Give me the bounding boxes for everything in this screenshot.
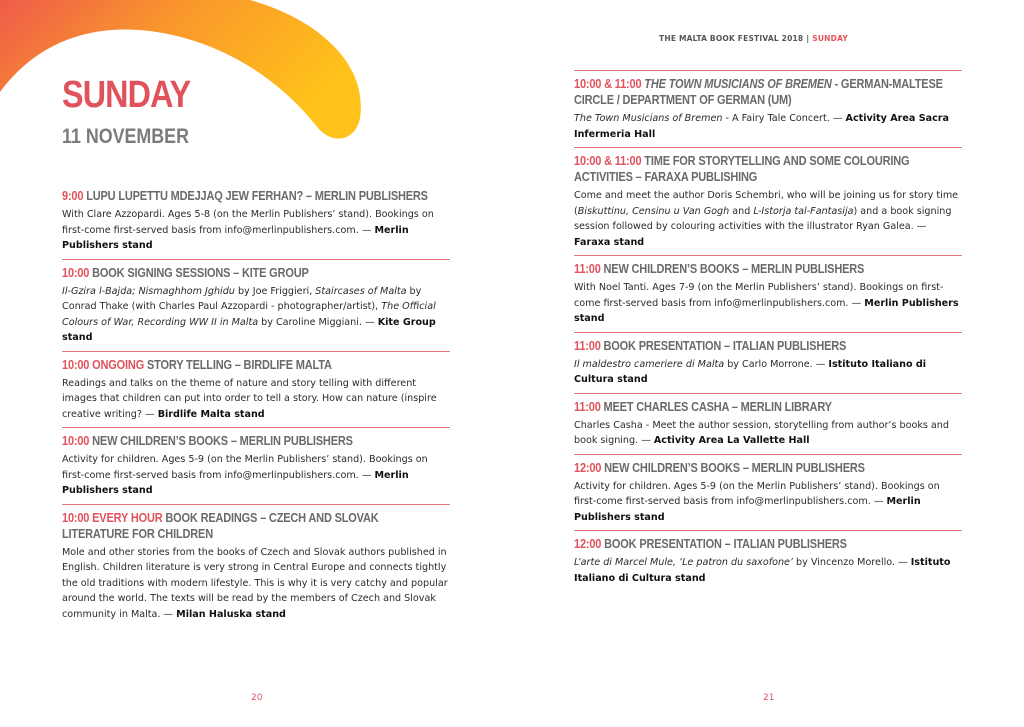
event-heading: [574, 338, 960, 354]
event-time: 11:00: [574, 399, 601, 414]
event-text: Activity for children. Ages 5-9 (on the Merlin Publishers’ stand). Bookings on first-come first-served basis from info@merlinpublishers.com. —: [574, 480, 940, 507]
event-item: [62, 259, 450, 351]
event-item: [574, 147, 962, 255]
event-title: - GERMAN-MALTESE CIRCLE / DEPARTMENT OF GERMAN (UM): [574, 77, 943, 107]
event-heading: [62, 188, 448, 204]
event-text: - A Fairy Tale Concert. —: [722, 113, 846, 124]
right-page: [512, 0, 1024, 727]
event-title: NEW CHILDREN’S BOOKS – MERLIN PUBLISHERS: [601, 460, 865, 475]
event-title: TIME FOR STORYTELLING AND SOME COLOURING ACTIVITIES – FARAXA PUBLISHING: [574, 154, 910, 184]
event-title: BOOK READINGS – CZECH AND SLOVAK LITERATURE FOR CHILDREN: [62, 510, 379, 541]
event-title: LUPU LUPETTU MDEJJAQ JEW FERHAN? – MERLIN PUBLISHERS: [83, 189, 428, 203]
event-time: 10:00 ONGOING: [62, 357, 145, 372]
event-item: [574, 70, 962, 147]
event-item: [574, 255, 962, 332]
event-title: BOOK PRESENTATION – ITALIAN PUBLISHERS: [600, 338, 847, 353]
book-title: L’arte di Marcel Mule, ‘Le patron du saxofone’: [574, 557, 793, 568]
event-heading: [574, 536, 960, 552]
event-time: 10:00 & 11:00: [574, 154, 642, 168]
event-item: [62, 184, 450, 259]
event-text: by Vincenzo Morello. —: [792, 557, 911, 568]
event-title: NEW CHILDREN’S BOOKS – MERLIN PUBLISHERS: [89, 434, 353, 448]
page-number: 20: [251, 693, 263, 703]
event-location: Milan Haluska stand: [176, 608, 286, 620]
book-title: Il maldestro cameriere di Malta: [574, 358, 725, 370]
event-text: Readings and talks on the theme of nature and story telling with different images that children can put into order to tell a story. How can nature (inspire creative writing? —: [62, 377, 437, 420]
event-location: Kite Group stand: [62, 316, 436, 343]
event-text: ) and a book signing session followed by colouring activities with the illustrator Ryan Galea. —: [574, 205, 952, 232]
event-location: Merlin Publishers stand: [574, 297, 959, 324]
book-title: Biskuttinu, Censinu u Van Gogh: [577, 205, 730, 217]
event-location: Activity Area Sacra Infermeria Hall: [574, 113, 949, 140]
event-description: [574, 111, 962, 142]
event-description: [62, 284, 450, 346]
event-heading: [574, 460, 960, 476]
event-location: Istituto Italiano di Cultura stand: [574, 557, 951, 584]
event-text: by Carlo Morrone. —: [724, 358, 829, 370]
event-time: 10:00: [62, 434, 90, 448]
event-item: [574, 530, 962, 591]
event-item: [574, 454, 962, 531]
event-time: 10:00 & 11:00: [574, 77, 642, 91]
event-time: 12:00: [574, 537, 602, 551]
event-title: NEW CHILDREN’S BOOKS – MERLIN PUBLISHERS: [600, 262, 865, 276]
event-description: [574, 188, 962, 250]
event-text: Charles Casha - Meet the author session, storytelling from author’s books and book signing. —: [574, 419, 949, 446]
event-heading: [574, 76, 960, 108]
event-location: Birdlife Malta stand: [157, 408, 265, 420]
event-title: BOOK SIGNING SESSIONS – KITE GROUP: [89, 265, 309, 280]
event-item: [574, 332, 962, 393]
event-text: With Clare Azzopardi. Ages 5-8 (on the Merlin Publishers’ stand). Bookings on first-come first-served basis from info@merlinpublishers.com. —: [62, 209, 434, 236]
event-description: [574, 280, 962, 327]
event-location: Istituto Italiano di Cultura stand: [574, 358, 927, 385]
event-item: [62, 504, 450, 628]
book-title: The Town Musicians of Bremen: [574, 113, 723, 124]
event-text: Activity for children. Ages 5-9 (on the Merlin Publishers’ stand). Bookings on first-come first-served basis from info@merlinpublishers.com. —: [62, 454, 428, 481]
event-location: Merlin Publishers stand: [62, 469, 409, 496]
event-item: [62, 427, 450, 504]
event-description: [574, 555, 962, 586]
event-location: Activity Area La Vallette Hall: [653, 435, 810, 446]
event-time: 11:00: [574, 262, 601, 276]
event-text: by Conrad Thake (with Charles Paul Azzopardi - photographer/artist),: [62, 285, 422, 312]
right-event-list: [574, 70, 962, 591]
event-location: Merlin Publishers stand: [62, 224, 409, 251]
event-text: by Joe Friggieri,: [234, 285, 316, 297]
event-time: 10:00 EVERY HOUR: [62, 510, 163, 525]
event-description: [574, 418, 962, 449]
book-title: L-Istorja tal-Fantasija: [753, 205, 854, 217]
event-heading: [62, 433, 448, 449]
header-day: SUNDAY: [812, 34, 848, 43]
event-location: Merlin Publishers stand: [574, 496, 921, 523]
book-title: Il-Gzira l-Bajda; Nismaghhom Jghidu: [62, 285, 235, 297]
day-title: SUNDAY: [62, 74, 191, 116]
event-description: [62, 545, 450, 623]
event-title: MEET CHARLES CASHA – MERLIN LIBRARY: [600, 399, 832, 414]
event-description: [574, 479, 962, 526]
event-heading: [62, 510, 448, 542]
event-heading: [574, 399, 960, 415]
event-text: and: [729, 205, 754, 217]
running-header: [659, 34, 848, 43]
festival-name: THE MALTA BOOK FESTIVAL 2018: [659, 34, 804, 43]
book-title: Staircases of Malta: [315, 285, 407, 297]
event-time: 12:00: [574, 460, 602, 475]
event-title-italic: THE TOWN MUSICIANS OF BREMEN: [641, 77, 832, 91]
event-text: Mole and other stories from the books of Czech and Slovak authors published in English. Children literature is very strong in Central Europe and connects tightly the old traditions with modern lifestyle. This is why it is very catchy and popular around the world. The texts will be read by the members of Czech and Slovak community in Malta. —: [62, 546, 448, 620]
event-text: With Noel Tanti. Ages 7-9 (on the Merlin Publishers’ stand). Bookings on first-come first-served basis from info@merlinpublishers.com. —: [574, 282, 944, 309]
date-subtitle: 11 NOVEMBER: [62, 125, 189, 148]
event-heading: [574, 153, 960, 185]
event-text: Come and meet the author Doris Schembri, who will be joining us for story time (: [574, 190, 959, 217]
event-description: [62, 452, 450, 499]
event-heading: [62, 357, 448, 373]
event-description: [62, 376, 450, 423]
event-time: 9:00: [62, 189, 84, 203]
event-item: [574, 393, 962, 454]
book-title: The Official Colours of War, Recording WW II in Malta: [62, 301, 436, 328]
page-number: 21: [763, 693, 775, 703]
event-description: [574, 357, 962, 388]
event-item: [62, 351, 450, 428]
event-title: STORY TELLING – BIRDLIFE MALTA: [144, 357, 332, 372]
event-time: 10:00: [62, 265, 90, 280]
event-heading: [574, 261, 960, 277]
event-heading: [62, 265, 448, 281]
event-title: BOOK PRESENTATION – ITALIAN PUBLISHERS: [601, 537, 847, 551]
event-location: Faraxa stand: [574, 236, 645, 248]
event-description: [62, 207, 450, 254]
event-text: by Caroline Miggiani. —: [258, 316, 378, 328]
event-time: 11:00: [574, 338, 601, 353]
header-separator: |: [806, 34, 810, 43]
left-event-list: [62, 184, 450, 627]
